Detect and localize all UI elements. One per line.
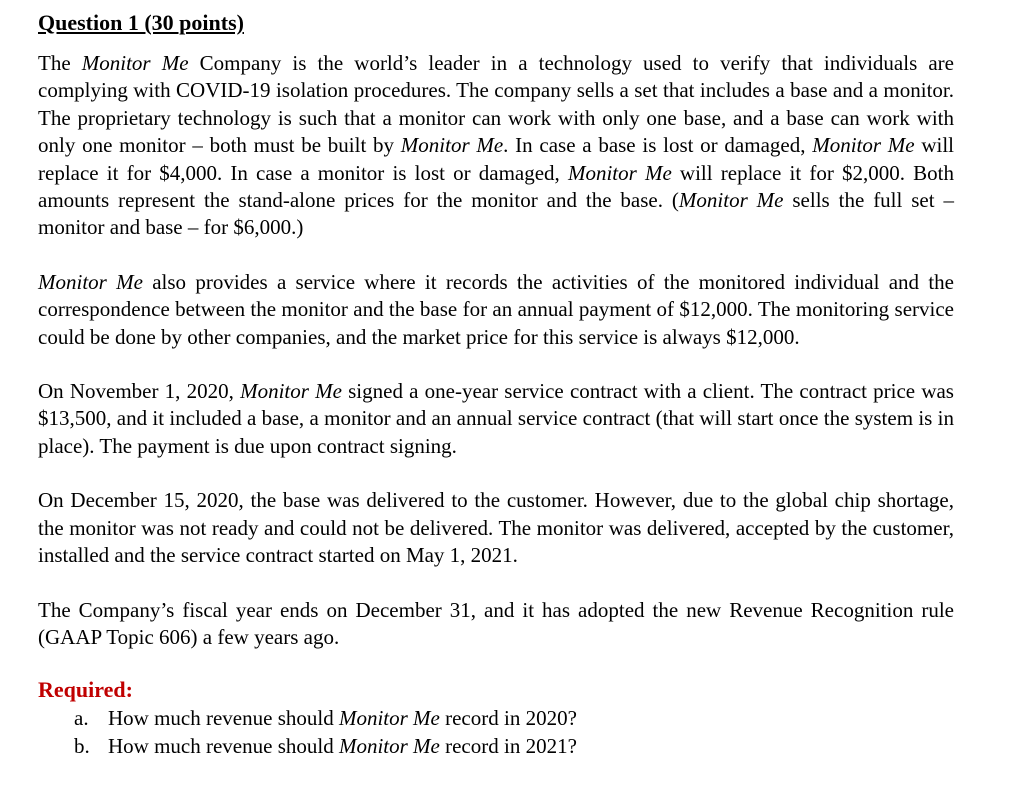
question-document <box>38 8 954 760</box>
company-name: Monitor Me <box>400 133 504 158</box>
question-text: How much revenue should Monitor Me record in 2021? <box>108 733 577 758</box>
question-item <box>74 733 954 760</box>
paragraph-delivery: On December 15, 2020, the base was delivered to the customer. However, due to the global chip shortage, the monitor was not ready and could not be delivered. The monitor was delivered, accepted by the customer, installed and the service contract started on May 1, 2021. <box>38 488 954 568</box>
company-name: Monitor Me <box>678 188 784 213</box>
paragraph-monitoring-service: Monitor Me also provides a service where it records the activities of the monitored individual and the correspondence between the monitor and the base for an annual payment of $12,000. The monitoring service could be done by other companies, and the market price for this service is always $12,000. <box>38 269 954 349</box>
company-name: Monitor Me <box>81 51 189 75</box>
required-label: Required: <box>38 677 133 703</box>
company-name: Monitor Me <box>338 706 440 731</box>
question-item <box>74 705 954 732</box>
question-text: How much revenue should Monitor Me record in 2020? <box>108 706 577 731</box>
company-name: Monitor Me <box>338 733 440 758</box>
company-name: Monitor Me <box>567 160 672 185</box>
question-letter: a. <box>74 706 89 731</box>
paragraph-company-description: The Monitor Me Company is the world’s leader in a technology used to verify that individuals are complying with COVID-19 isolation procedures. The company sells a set that includes a base and a monitor. The proprietary technology is such that a monitor can work with only one base, and a base can work with only one monitor – both must be built by Monitor Me. In case a base is lost or damaged, Monitor Me will replace it for $4,000. In case a monitor is lost or damaged, Monitor Me will replace it for $2,000. Both amounts represent the stand-alone prices for the monitor and the base. (Monitor Me sells the full set – monitor and base – for $6,000.) <box>38 51 954 240</box>
company-name: Monitor Me <box>240 379 342 404</box>
paragraph-contract: On November 1, 2020, Monitor Me signed a one-year service contract with a client. The contract price was $13,500, and it included a base, a monitor and an annual service contract (that will start once the system is in place). The payment is due upon contract signing. <box>38 379 954 458</box>
required-question-list <box>38 705 954 760</box>
company-name: Monitor Me <box>812 133 915 158</box>
paragraph-fiscal-year: The Company’s fiscal year ends on December 31, and it has adopted the new Revenue Recognition rule (GAAP Topic 606) a few years ago. <box>38 597 954 649</box>
question-heading: Question 1 (30 points) <box>38 10 244 35</box>
company-name: Monitor Me <box>38 269 143 294</box>
question-letter: b. <box>74 733 90 758</box>
